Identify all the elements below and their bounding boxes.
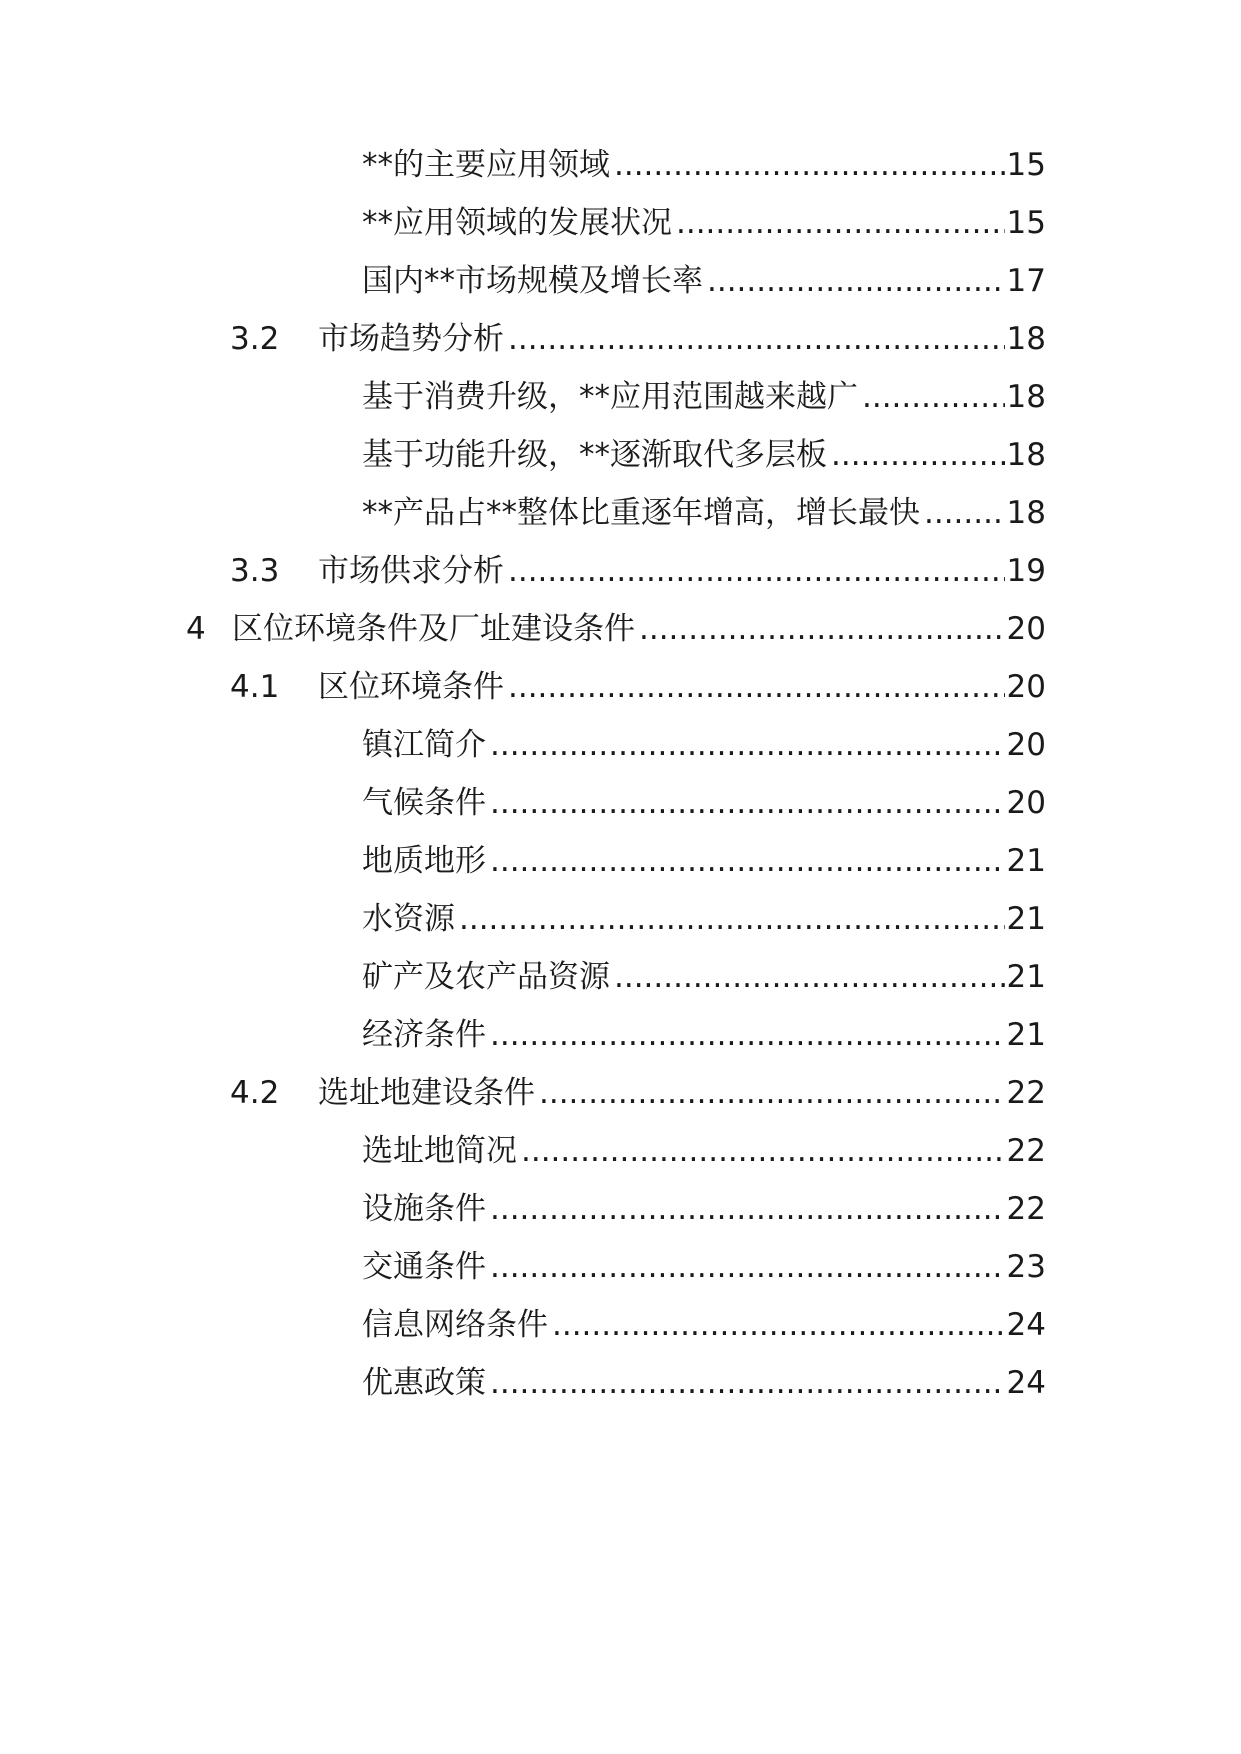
toc-entry-title: 国内**市场规模及增长率 [362, 263, 703, 299]
toc-entry-title: 区位环境条件及厂址建设条件 [232, 611, 635, 647]
toc-dot-leader [862, 372, 1005, 422]
toc-entry-title: 经济条件 [362, 1017, 486, 1053]
toc-entry-title: 镇江简介 [362, 727, 486, 763]
toc-entry-number: 3.3 [230, 553, 280, 589]
toc-entry-page: 22 [1006, 1133, 1046, 1169]
toc-entry-title: 交通条件 [362, 1249, 486, 1285]
toc-entry[interactable] [362, 430, 1046, 480]
toc-entry-page: 18 [1006, 379, 1046, 415]
toc-entry-page: 24 [1006, 1365, 1046, 1401]
toc-dot-leader [490, 778, 1005, 828]
toc-entry-page: 21 [1006, 901, 1046, 937]
toc-dot-leader [521, 1126, 1005, 1176]
toc-entry[interactable] [362, 1126, 1046, 1176]
toc-entry-title: 地质地形 [362, 843, 486, 879]
toc-dot-leader [639, 604, 1005, 654]
toc-entry[interactable] [362, 1242, 1046, 1292]
toc-entry-page: 20 [1006, 727, 1046, 763]
toc-entry-page: 18 [1006, 495, 1046, 531]
toc-dot-leader [508, 662, 1005, 712]
toc-dot-leader [508, 314, 1005, 364]
toc-entry[interactable] [362, 1010, 1046, 1060]
toc-dot-leader [614, 140, 1005, 190]
toc-entry-page: 24 [1006, 1307, 1046, 1343]
toc-entry-title: 水资源 [362, 901, 455, 937]
toc-dot-leader [552, 1300, 1005, 1350]
toc-dot-leader [490, 1358, 1005, 1408]
toc-entry[interactable] [362, 1358, 1046, 1408]
toc-entry[interactable] [362, 1300, 1046, 1350]
toc-entry-title: 基于功能升级，**逐渐取代多层板 [362, 437, 827, 473]
toc-entry-title: 市场供求分析 [318, 553, 504, 589]
toc-dot-leader [490, 1184, 1005, 1234]
toc-entry-title: 基于消费升级，**应用范围越来越广 [362, 379, 858, 415]
toc-entry[interactable] [362, 720, 1046, 770]
toc-entry-page: 19 [1006, 553, 1046, 589]
toc-entry[interactable] [362, 836, 1046, 886]
toc-dot-leader [508, 546, 1005, 596]
toc-entry[interactable] [362, 1184, 1046, 1234]
toc-entry[interactable] [230, 1068, 1046, 1118]
toc-entry[interactable] [362, 952, 1046, 1002]
toc-entry[interactable] [230, 314, 1046, 364]
toc-entry[interactable] [362, 894, 1046, 944]
toc-entry-page: 21 [1006, 959, 1046, 995]
toc-entry[interactable] [362, 198, 1046, 248]
toc-entry-number: 4.2 [230, 1075, 280, 1111]
toc-entry-page: 18 [1006, 321, 1046, 357]
toc-entry-page: 23 [1006, 1249, 1046, 1285]
toc-dot-leader [490, 1010, 1005, 1060]
toc-entry[interactable] [362, 140, 1046, 190]
toc-entry[interactable] [362, 256, 1046, 306]
toc-dot-leader [490, 720, 1005, 770]
toc-entry-page: 15 [1006, 205, 1046, 241]
toc-entry-page: 21 [1006, 843, 1046, 879]
toc-entry[interactable] [230, 546, 1046, 596]
toc-entry-title: 选址地建设条件 [318, 1075, 535, 1111]
toc-entry-page: 21 [1006, 1017, 1046, 1053]
toc-entry-title: **的主要应用领域 [362, 147, 610, 183]
toc-dot-leader [490, 836, 1005, 886]
toc-entry-page: 17 [1006, 263, 1046, 299]
toc-entry-title: 优惠政策 [362, 1365, 486, 1401]
toc-entry[interactable] [362, 372, 1046, 422]
toc-dot-leader [831, 430, 1005, 480]
toc-entry-page: 20 [1006, 785, 1046, 821]
toc-entry[interactable] [230, 662, 1046, 712]
toc-entry-page: 20 [1006, 669, 1046, 705]
toc-entry[interactable] [186, 604, 1046, 654]
toc-dot-leader [459, 894, 1005, 944]
toc-entry-page: 22 [1006, 1075, 1046, 1111]
toc-entry-number: 4.1 [230, 669, 280, 705]
toc-dot-leader [539, 1068, 1005, 1118]
toc-dot-leader [924, 488, 1005, 538]
toc-entry-title: 信息网络条件 [362, 1307, 548, 1343]
toc-entry-title: 选址地简况 [362, 1133, 517, 1169]
toc-dot-leader [676, 198, 1005, 248]
toc-entry-title: 区位环境条件 [318, 669, 504, 705]
toc-entry-title: 气候条件 [362, 785, 486, 821]
toc-entry-page: 15 [1006, 147, 1046, 183]
toc-entry[interactable] [362, 778, 1046, 828]
toc-dot-leader [707, 256, 1005, 306]
toc-entry-page: 22 [1006, 1191, 1046, 1227]
toc-entry-title: 设施条件 [362, 1191, 486, 1227]
toc-entry-title: **产品占**整体比重逐年增高，增长最快 [362, 495, 920, 531]
toc-dot-leader [614, 952, 1005, 1002]
toc-entry-number: 3.2 [230, 321, 280, 357]
toc-entry-title: **应用领域的发展状况 [362, 205, 672, 241]
toc-entry-page: 20 [1006, 611, 1046, 647]
toc-dot-leader [490, 1242, 1005, 1292]
toc-entry-page: 18 [1006, 437, 1046, 473]
toc-entry-title: 市场趋势分析 [318, 321, 504, 357]
toc-entry-number: 4 [186, 611, 206, 647]
toc-entry[interactable] [362, 488, 1046, 538]
toc-entry-title: 矿产及农产品资源 [362, 959, 610, 995]
